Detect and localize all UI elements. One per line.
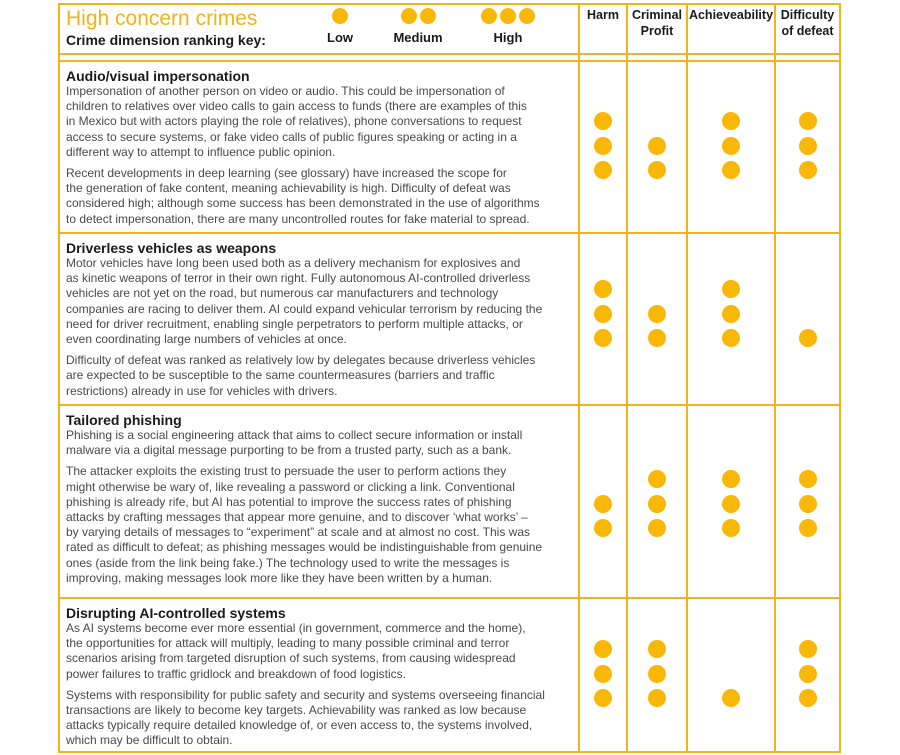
rating-dot-icon	[799, 665, 817, 683]
key-low	[320, 8, 360, 45]
column-header-text: Criminal	[631, 8, 682, 22]
rating-dot-icon	[799, 640, 817, 658]
key-medium-label: Medium	[393, 30, 443, 45]
crime-title: Driverless vehicles as weapons	[66, 240, 277, 256]
rating-dot-icon	[648, 161, 666, 179]
rating-dot-icon	[799, 495, 817, 513]
rating-dot-icon	[648, 640, 666, 658]
column-header-text: Harm	[587, 8, 619, 22]
crime-row-audio-visual	[58, 62, 578, 232]
rating-dot-icon	[594, 640, 612, 658]
rating-dot-icon	[594, 495, 612, 513]
rating-dot-icon	[722, 112, 740, 130]
rating-dot-icon	[594, 305, 612, 323]
column-header-text: Achieveability	[688, 8, 774, 22]
rating-dot-icon	[722, 495, 740, 513]
page-title: High concern crimes	[66, 7, 258, 30]
crime-title: Disrupting AI-controlled systems	[66, 605, 286, 621]
rating-dot-icon	[594, 112, 612, 130]
crime-assessment: Difficulty of defeat was ranked as relatively low by delegates because driverless vehicles are expected to be susceptible to the same countermeasures (barriers and traffic restrictions) already in use for vehicles with drivers.	[66, 353, 536, 398]
rating-dot-icon	[594, 689, 612, 707]
rating-dot-icon	[799, 689, 817, 707]
crime-row-tailored-phishing	[58, 406, 578, 597]
rating-dot-icon	[799, 470, 817, 488]
rating-dot-icon	[594, 137, 612, 155]
column-header-harm	[580, 7, 626, 23]
crime-title: Tailored phishing	[66, 412, 182, 428]
column-header-achievability	[688, 7, 774, 23]
rating-dot-icon	[799, 112, 817, 130]
rating-dot-icon	[722, 280, 740, 298]
ranking-key-label: Crime dimension ranking key:	[66, 32, 266, 48]
crime-description: Impersonation of another person on video or audio. This could be impersonation of children to relatives over video calls to gain access to funds (there are examples of this in Mexico but with actors playing the role of relatives), phone conversations to request access to secure systems, or fake video calls of public figures speaking or acting in a different way to attempt to influence public opinion.	[66, 84, 527, 159]
crime-ranking-table	[58, 3, 841, 753]
key-low-label: Low	[327, 30, 353, 45]
column-header-text: Difficulty	[780, 8, 835, 22]
rating-dot-icon	[420, 8, 436, 24]
column-divider	[626, 3, 628, 753]
table-header	[58, 3, 578, 53]
rating-dot-icon	[799, 329, 817, 347]
rating-dot-icon	[722, 137, 740, 155]
rating-dot-icon	[722, 329, 740, 347]
table-border-bottom	[58, 751, 841, 753]
column-divider	[686, 3, 688, 753]
rating-dot-icon	[594, 519, 612, 537]
column-header-criminal-profit	[628, 7, 686, 39]
rating-dot-icon	[519, 8, 535, 24]
column-header-text: of defeat	[781, 24, 834, 38]
key-medium	[388, 8, 448, 45]
rating-dot-icon	[594, 329, 612, 347]
rating-dot-icon	[401, 8, 417, 24]
rating-dot-icon	[594, 280, 612, 298]
rating-dot-icon	[722, 161, 740, 179]
column-divider	[578, 3, 580, 753]
crime-assessment: Systems with responsibility for public safety and security and systems overseeing financial transactions are likely to become key targets. Achievability was ranked as low because attacks typically require detailed knowledge of, or even access to, the systems involved, which may be difficult to obtain.	[66, 687, 545, 748]
rating-dot-icon	[648, 495, 666, 513]
rating-dot-icon	[722, 519, 740, 537]
rating-dot-icon	[722, 470, 740, 488]
row-divider	[58, 53, 841, 55]
key-high	[473, 8, 543, 45]
key-high-label: High	[493, 30, 523, 45]
rating-dot-icon	[500, 8, 516, 24]
rating-dot-icon	[648, 665, 666, 683]
crime-title: Audio/visual impersonation	[66, 68, 250, 84]
rating-dot-icon	[648, 305, 666, 323]
crime-row-disrupting-ai-systems	[58, 599, 578, 751]
crime-description: Phishing is a social engineering attack that aims to collect secure information or install malware via a digital message purporting to be from a trusted party, such as a bank.	[66, 428, 523, 458]
rating-dot-icon	[722, 305, 740, 323]
rating-dot-icon	[648, 689, 666, 707]
rating-dot-icon	[722, 689, 740, 707]
column-header-difficulty-of-defeat	[776, 7, 839, 39]
rating-dot-icon	[594, 665, 612, 683]
crime-description: As AI systems become ever more essential (in government, commerce and the home), the opportunities for attack will multiply, leading to many possible criminal and terror scenarios arising from targeted disruption of such systems, from causing widespread power failures to traffic gridlock and breakdown of food logistics.	[66, 621, 526, 681]
rating-dot-icon	[799, 161, 817, 179]
rating-dot-icon	[648, 329, 666, 347]
rating-dot-icon	[594, 161, 612, 179]
crime-assessment: Recent developments in deep learning (see glossary) have increased the scope for the generation of fake content, meaning achievability is high. Difficulty of defeat was considered high; although some success has been demonstrated in the use of algorithms to detect impersonation, there are many uncontrolled routes for fake material to spread.	[66, 166, 540, 226]
table-border-right	[839, 3, 841, 753]
rating-dot-icon	[799, 519, 817, 537]
column-divider	[774, 3, 776, 753]
column-header-text: Profit	[640, 24, 674, 38]
rating-dot-icon	[648, 519, 666, 537]
rating-dot-icon	[481, 8, 497, 24]
rating-dot-icon	[648, 470, 666, 488]
rating-dot-icon	[332, 8, 348, 24]
crime-assessment: The attacker exploits the existing trust to persuade the user to perform actions they might otherwise be wary of, like revealing a password or clicking a link. Conventional phishing is already rife, but AI has potential to improve the success rates of phishing attacks by crafting messages that appear more genuine, and to discover ‘what works’ – by varying details of messages to “experiment” at scale and at almost no cost. This was rated as difficult to defeat; as phishing messages would be indistinguishable from genuine ones (aside from the link being fake.) The technology used to write the messages is improving, making messages look more like they have been written by a human.	[66, 464, 543, 585]
rating-dot-icon	[799, 137, 817, 155]
rating-dot-icon	[648, 137, 666, 155]
crime-row-driverless-vehicles	[58, 234, 578, 404]
crime-description: Motor vehicles have long been used both as a delivery mechanism for explosives and as kinetic weapons of terror in their own right. Fully autonomous AI-controlled driverless vehicles are not yet on the road, but numerous car manufacturers and technology companies are racing to deliver them. AI could expand vehicular terrorism by reducing the need for driver recruitment, enabling single perpetrators to perform multiple attacks, or even coordinating large numbers of vehicles at once.	[66, 256, 543, 347]
